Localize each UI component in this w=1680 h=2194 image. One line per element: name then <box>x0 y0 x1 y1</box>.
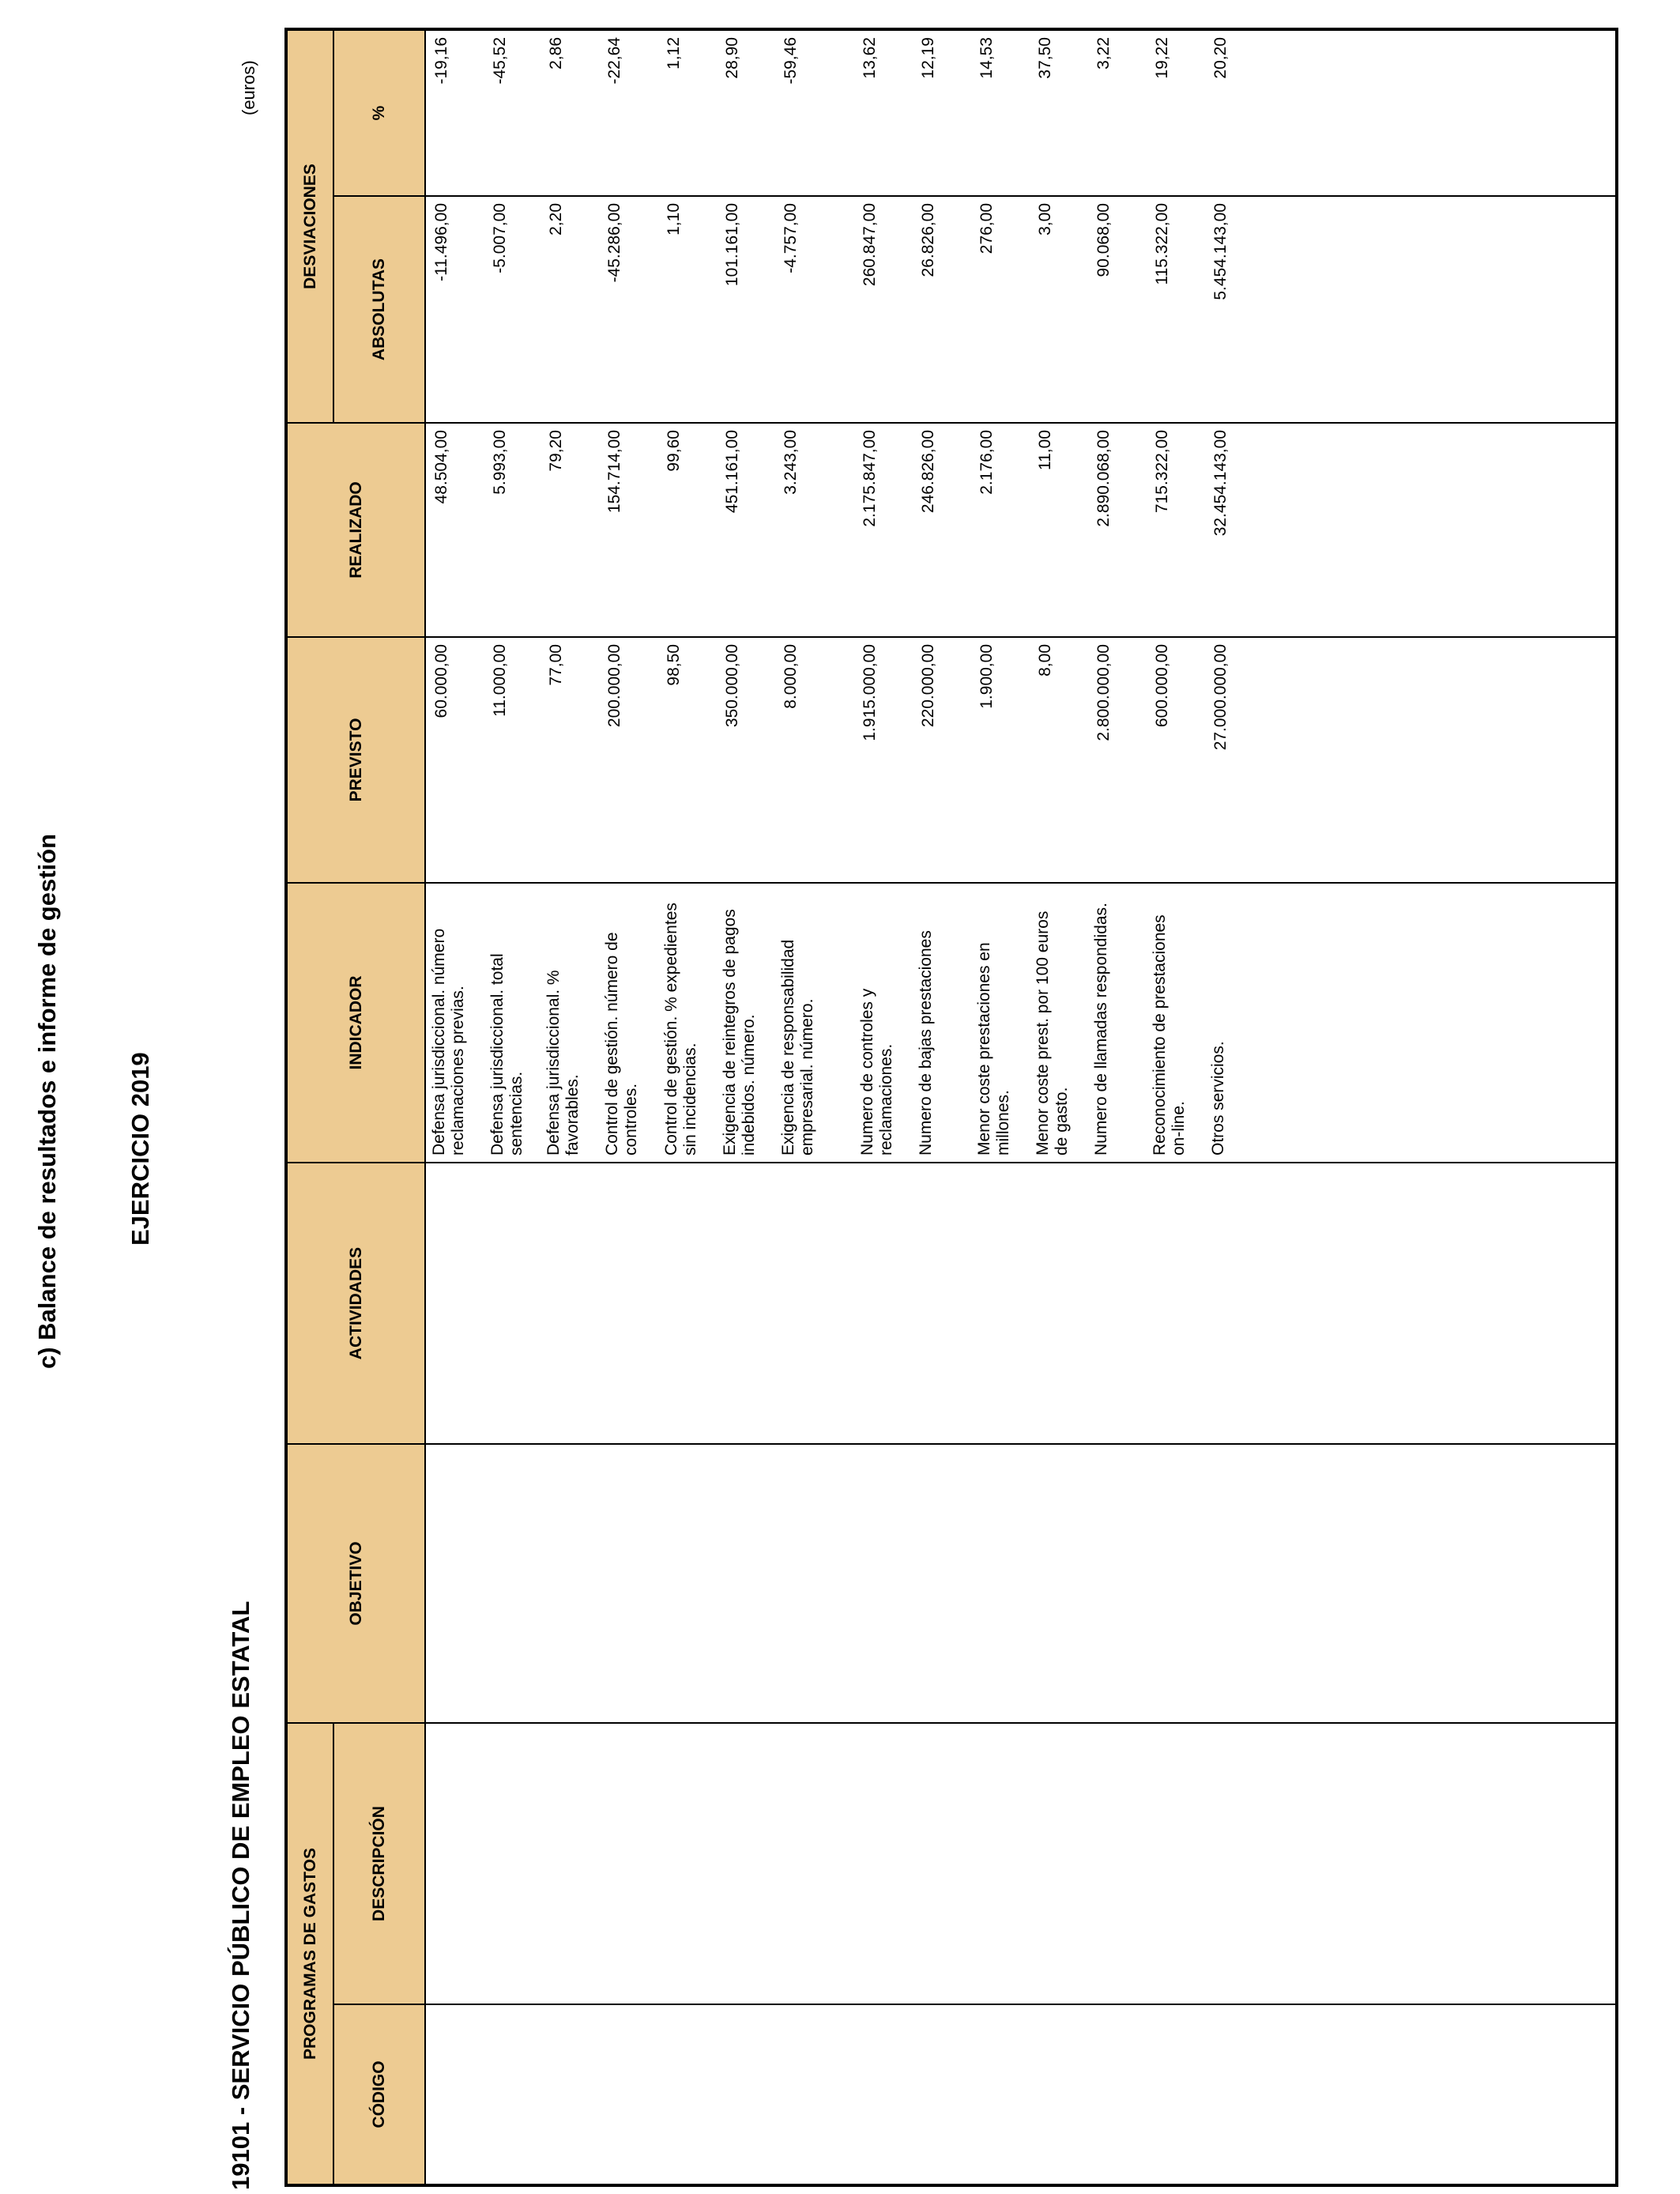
absolutas-value: 101.161,00 <box>723 203 741 287</box>
absolutas-value: 276,00 <box>977 203 996 254</box>
realizado-value: 715.322,00 <box>1153 430 1171 514</box>
previsto-value: 200.000,00 <box>605 644 623 728</box>
table-row <box>425 29 1617 2185</box>
actividades-cell <box>425 1163 1617 1444</box>
section-title: c) Balance de resultados e informe de gestión <box>33 833 61 1369</box>
descripcion-cell <box>425 1723 1617 2004</box>
previsto-value: 220.000,00 <box>919 644 937 728</box>
indicador-item: Defensa jurisdiccional. total sentencias. <box>488 953 525 1155</box>
porcentaje-value: 20,20 <box>1211 37 1230 79</box>
header-porcentaje: % <box>333 29 425 196</box>
indicador-item: Numero de bajas prestaciones <box>917 930 935 1155</box>
absolutas-value: 3,00 <box>1036 203 1054 236</box>
porcentaje-value: -59,46 <box>782 37 800 85</box>
results-table <box>284 28 1618 2187</box>
indicador-item: Defensa jurisdiccional. número reclamaciones previas. <box>430 928 467 1155</box>
porcentaje-value: -19,16 <box>432 37 450 85</box>
indicador-item: Menor coste prestaciones en millones. <box>975 942 1012 1155</box>
header-absolutas: ABSOLUTAS <box>333 196 425 423</box>
realizado-value: 451.161,00 <box>723 430 741 514</box>
indicador-item: Menor coste prest. por 100 euros de gasto. <box>1034 910 1071 1155</box>
absolutas-value: -5.007,00 <box>491 203 509 273</box>
absolutas-value: -11.496,00 <box>432 203 450 281</box>
previsto-value: 2.800.000,00 <box>1094 644 1113 741</box>
unit-label: (euros) <box>239 60 258 115</box>
absolutas-value: 260.847,00 <box>861 203 879 287</box>
codigo-cell <box>425 2004 1617 2185</box>
absolutas-cell <box>425 196 1617 423</box>
realizado-value: 3.243,00 <box>782 430 800 495</box>
previsto-value: 1.900,00 <box>977 644 996 709</box>
absolutas-value: 90.068,00 <box>1094 203 1113 277</box>
indicador-item: Numero de controles y reclamaciones. <box>858 988 895 1155</box>
porcentaje-value: 14,53 <box>977 37 996 79</box>
porcentaje-cell <box>425 29 1617 196</box>
previsto-value: 77,00 <box>547 644 565 686</box>
previsto-value: 11.000,00 <box>491 644 509 717</box>
absolutas-value: 1,10 <box>665 203 683 236</box>
indicador-item: Otros servicios. <box>1209 1041 1227 1155</box>
realizado-value: 2.890.068,00 <box>1094 430 1113 527</box>
header-previsto: PREVISTO <box>286 637 425 883</box>
previsto-value: 8.000,00 <box>782 644 800 709</box>
realizado-value: 5.993,00 <box>491 430 509 495</box>
indicador-item: Defensa jurisdiccional. % favorables. <box>544 970 582 1155</box>
realizado-value: 79,20 <box>547 430 565 472</box>
realizado-value: 2.175.847,00 <box>861 430 879 527</box>
indicador-item: Numero de llamadas respondidas. <box>1092 903 1110 1155</box>
indicador-item: Control de gestión. % expedientes sin incidencias. <box>662 903 699 1155</box>
realizado-value: 32.454.143,00 <box>1211 430 1230 537</box>
previsto-cell <box>425 637 1617 883</box>
indicador-item: Exigencia de reintegros de pagos indebidos. número. <box>721 909 758 1155</box>
header-codigo: CÓDIGO <box>333 2004 425 2185</box>
porcentaje-value: -45,52 <box>491 37 509 85</box>
porcentaje-value: 19,22 <box>1153 37 1171 79</box>
absolutas-value: -45.286,00 <box>605 203 623 283</box>
porcentaje-value: 1,12 <box>665 37 683 70</box>
year-title: EJERCICIO 2019 <box>126 1052 154 1246</box>
porcentaje-value: 12,19 <box>919 37 937 79</box>
previsto-value: 1.915.000,00 <box>861 644 879 741</box>
realizado-value: 99,60 <box>665 430 683 472</box>
porcentaje-value: 3,22 <box>1094 37 1113 70</box>
header-programs-group: PROGRAMAS DE GASTOS <box>286 1723 333 2185</box>
previsto-value: 8,00 <box>1036 644 1054 677</box>
previsto-value: 27.000.000,00 <box>1211 644 1230 751</box>
entity-title: 19101 - SERVICIO PÚBLICO DE EMPLEO ESTATAL <box>227 1600 254 2190</box>
porcentaje-value: -22,64 <box>605 37 623 85</box>
objetivo-cell <box>425 1444 1617 1723</box>
porcentaje-value: 37,50 <box>1036 37 1054 79</box>
realizado-value: 2.176,00 <box>977 430 996 495</box>
absolutas-value: 26.826,00 <box>919 203 937 277</box>
indicador-cell <box>425 883 1617 1163</box>
previsto-value: 350.000,00 <box>723 644 741 728</box>
previsto-value: 600.000,00 <box>1153 644 1171 728</box>
realizado-cell <box>425 423 1617 637</box>
realizado-value: 48.504,00 <box>432 430 450 504</box>
realizado-value: 246.826,00 <box>919 430 937 514</box>
indicador-item: Exigencia de responsabilidad empresarial. número. <box>779 939 816 1155</box>
indicador-item: Control de gestión. número de controles. <box>603 932 640 1155</box>
header-objetivo: OBJETIVO <box>286 1444 425 1723</box>
absolutas-value: 2,20 <box>547 203 565 236</box>
table-group-header-row <box>286 29 333 2185</box>
absolutas-value: 5.454.143,00 <box>1211 203 1230 300</box>
header-actividades: ACTIVIDADES <box>286 1163 425 1444</box>
indicador-item: Reconocimiento de prestaciones on-line. <box>1151 914 1188 1155</box>
realizado-value: 11,00 <box>1036 430 1054 470</box>
header-descripcion: DESCRIPCIÓN <box>333 1723 425 2004</box>
realizado-value: 154.714,00 <box>605 430 623 514</box>
absolutas-value: 115.322,00 <box>1153 203 1171 285</box>
porcentaje-value: 28,90 <box>723 37 741 79</box>
header-indicador: INDICADOR <box>286 883 425 1163</box>
header-deviations-group: DESVIACIONES <box>286 29 333 423</box>
absolutas-value: -4.757,00 <box>782 203 800 273</box>
header-realizado: REALIZADO <box>286 423 425 637</box>
previsto-value: 98,50 <box>665 644 683 686</box>
porcentaje-value: 2,86 <box>547 37 565 70</box>
porcentaje-value: 13,62 <box>861 37 879 79</box>
previsto-value: 60.000,00 <box>432 644 450 718</box>
